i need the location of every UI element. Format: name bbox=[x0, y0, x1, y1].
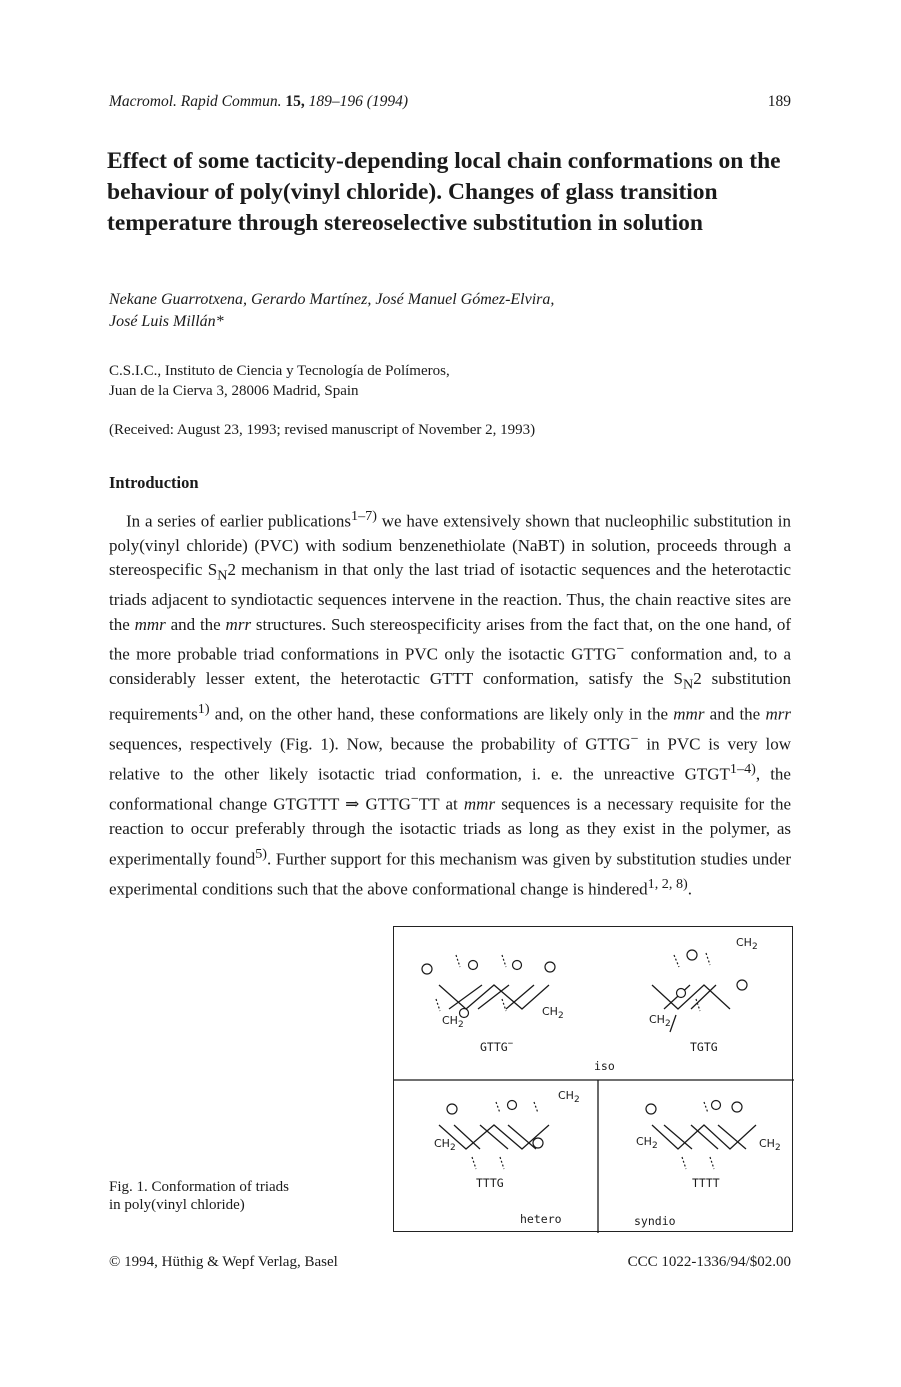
authors-line-2: José Luis Millán* bbox=[109, 313, 224, 330]
ch2-label: $CH_2$ bbox=[542, 1005, 564, 1021]
ch2-label: $CH_2$ bbox=[759, 1137, 781, 1153]
ch2-label: $CH_2$ bbox=[736, 936, 758, 952]
ch2-label: $CH_2$ bbox=[558, 1089, 580, 1105]
reference: 1–7) bbox=[350, 508, 377, 524]
figure-1-conformations bbox=[393, 926, 793, 1232]
group-label-hetero: hetero bbox=[520, 1212, 562, 1226]
figure-caption: Fig. 1. Conformation of triads in poly(vinyl chloride) bbox=[109, 1179, 289, 1213]
affiliation-line-2: Juan de la Cierva 3, 28006 Madrid, Spain bbox=[109, 383, 359, 399]
panel-label-tgtg: TGTG bbox=[690, 1040, 718, 1054]
ch2-label: $CH_2$ bbox=[636, 1135, 658, 1151]
journal-volume: 15, bbox=[285, 93, 305, 110]
authors-line-1: Nekane Guarrotxena, Gerardo Martínez, José Manuel Gómez-Elvira, bbox=[109, 291, 555, 308]
molecule-gttg bbox=[422, 955, 555, 1018]
ch2-label: $CH_2$ bbox=[442, 1014, 464, 1030]
page-number: 189 bbox=[767, 93, 791, 110]
copyright-notice: © 1994, Hüthig & Wepf Verlag, Basel bbox=[109, 1254, 338, 1270]
reference: 1) bbox=[197, 700, 210, 717]
journal-citation bbox=[109, 93, 408, 111]
journal-pages: 189–196 (1994) bbox=[308, 93, 409, 110]
molecule-tttt bbox=[646, 1101, 756, 1170]
affiliation-line-1: C.S.I.C., Instituto de Ciencia y Tecnología de Polímeros, bbox=[109, 363, 450, 379]
panel-label-tttt: TTTT bbox=[692, 1176, 720, 1190]
introduction-paragraph: In a series of earlier publications$^{1-7)}$ we have extensively shown that nucleophilic substitution in poly(vinyl chloride) (PVC) with sodium benzenethiolate (NaBT) in solution, proceeds through a stereospecific $S_N2$ mechanism in that only the last triad of isotactic sequences and the heterotactic triads adjacent to syndiotactic sequences intervene in the reaction. Thus, the chain reactive sites are the mmr and the mrr structures. Such stereospecificity arises from the fact that, on the one hand, of the more probable triad conformations in PVC only the isotactic GTTG− conformation and, to a considerably lesser extent, the heterotactic GTTT conformation, satisfy the $S_N2$ substitution requirements$^{1)}$ and, on the other hand, these conformations are likely only in the mmr and the mrr sequences, respectively (Fig. 1). Now, because the probability of GTTG− in PVC is very low relative to the other likely isotactic triad conformation, i. e. the unreactive GTGT$^{1-4)}$, the conformational change GTGTTT ⇒ GTTG−TT at mmr sequences is a necessary requisite for the reaction to occur preferably through the isotactic triads as long as they exist in the polymer, as experimentally found$^{5)}$. Further support for this mechanism was given by substitution studies under experimental conditions such that the above conformational change is hindered$^{1, 2, 8)}$. bbox=[109, 508, 792, 899]
ch2-label: $CH_2$ bbox=[434, 1137, 456, 1153]
ch2-label: $CH_2$ bbox=[649, 1013, 671, 1029]
panel-label-gttg: GTTG− bbox=[480, 1039, 514, 1054]
ccc-code: CCC 1022-1336/94/$02.00 bbox=[627, 1254, 791, 1270]
journal-name: Macromol. Rapid Commun. bbox=[109, 93, 282, 110]
conformation-diagram bbox=[394, 927, 794, 1233]
group-label-syndio: syndio bbox=[634, 1214, 676, 1228]
panel-label-tttg: TTTG bbox=[476, 1176, 504, 1190]
reference: 1–4) bbox=[729, 761, 756, 778]
author-list bbox=[109, 289, 799, 333]
article-title: Effect of some tacticity-depending local chain conformations on the behaviour of poly(vinyl chloride). Changes of glass transition temperature through stereoselective substitution in solution bbox=[107, 148, 781, 236]
group-label-iso: iso bbox=[594, 1059, 615, 1073]
received-dates: (Received: August 23, 1993; revised manuscript of November 2, 1993) bbox=[109, 422, 536, 438]
reference: 1, 2, 8) bbox=[647, 875, 688, 892]
affiliation bbox=[109, 361, 450, 401]
section-heading: Introduction bbox=[109, 473, 199, 492]
reference: 5) bbox=[255, 845, 267, 862]
molecule-tttg bbox=[439, 1101, 549, 1170]
